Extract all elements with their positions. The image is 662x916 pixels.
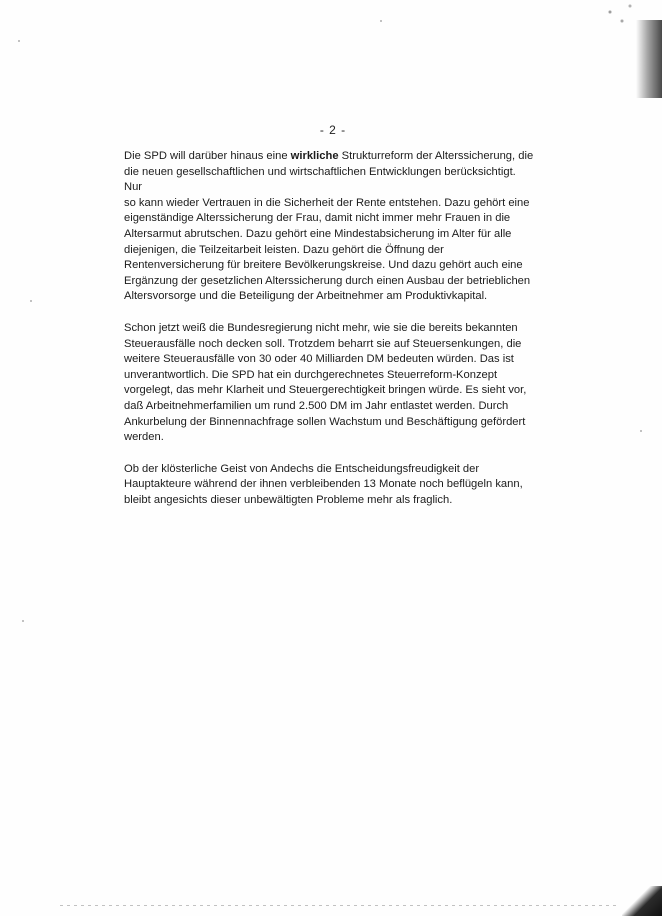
text-segment: Steuerausfälle noch decken soll. Trotzdem beharrt sie auf Steuersenkungen, die [124,337,522,350]
scan-speck [18,40,20,42]
paragraph [124,149,534,305]
text-segment: Ob der klösterliche Geist von Andechs die Entscheidungsfreudigkeit der [124,462,480,475]
text-segment: Ankurbelung der Binnennachfrage sollen Wachstum und Beschäftigung gefördert [124,415,526,428]
scan-speck [380,20,382,22]
text-segment: Altersvorsorge und die Beteiligung der Arbeitnehmer am Produktivkapital. [124,290,488,303]
text-segment: Strukturreform der Alterssicherung, die [338,150,534,162]
text-segment: Die SPD will darüber hinaus eine [124,150,291,162]
text-segment: Schon jetzt weiß die Bundesregierung nicht mehr, wie sie die bereits bekannten [124,321,518,334]
text-segment: Altersarmut abrutschen. Dazu gehört eine Mindestabsicherung im Alter für alle [124,227,512,240]
scan-artifact-bottom-line [60,905,620,906]
text-segment: die neuen gesellschaftlichen und wirtschaftlichen Entwicklungen berücksichtigt. Nur [124,165,516,194]
text-segment: weitere Steuerausfälle von 30 oder 40 Milliarden DM bedeuten würden. Das ist [124,353,514,366]
text-segment: bleibt angesichts dieser unbewältigten Probleme mehr als fraglich. [124,493,453,506]
page-number: - 2 - [319,123,347,137]
text-segment: Rentenversicherung für breitere Bevölkerungskreise. Und dazu gehört auch eine [124,259,523,272]
paragraph [124,321,534,446]
text-segment: vorgelegt, das mehr Klarheit und Steuergerechtigkeit bringen würde. Es sieht vor, [124,384,527,397]
paragraph [124,462,534,509]
text-segment: werden. [124,431,164,444]
scan-shadow-right-edge [636,20,662,98]
emphasis-text: wirkliche [290,150,339,162]
text-segment: Hauptakteure während der ihnen verbleibenden 13 Monate noch beflügeln kann, [124,478,523,491]
text-segment: so kann wieder Vertrauen in die Sicherheit der Rente entstehen. Dazu gehört eine [124,196,530,209]
text-segment: diejenigen, die Teilzeitarbeit leisten. Dazu gehört die Öffnung der [124,243,444,256]
text-segment: unverantwortlich. Die SPD hat ein durchgerechnetes Steuerreform-Konzept [124,368,498,381]
scan-speck [22,620,24,622]
text-segment: Ergänzung der gesetzlichen Alterssicherung durch einen Ausbau der betrieblichen [124,274,531,287]
body-text [124,149,534,524]
scan-speck [640,430,642,432]
scan-artifact-top-right [598,0,638,30]
scan-artifact-bottom-right [622,886,662,916]
text-segment: eigenständige Alterssicherung der Frau, damit nicht immer mehr Frauen in die [124,212,511,225]
text-segment: daß Arbeitnehmerfamilien um rund 2.500 DM im Jahr entlastet werden. Durch [124,399,509,412]
scan-speck [30,300,32,302]
